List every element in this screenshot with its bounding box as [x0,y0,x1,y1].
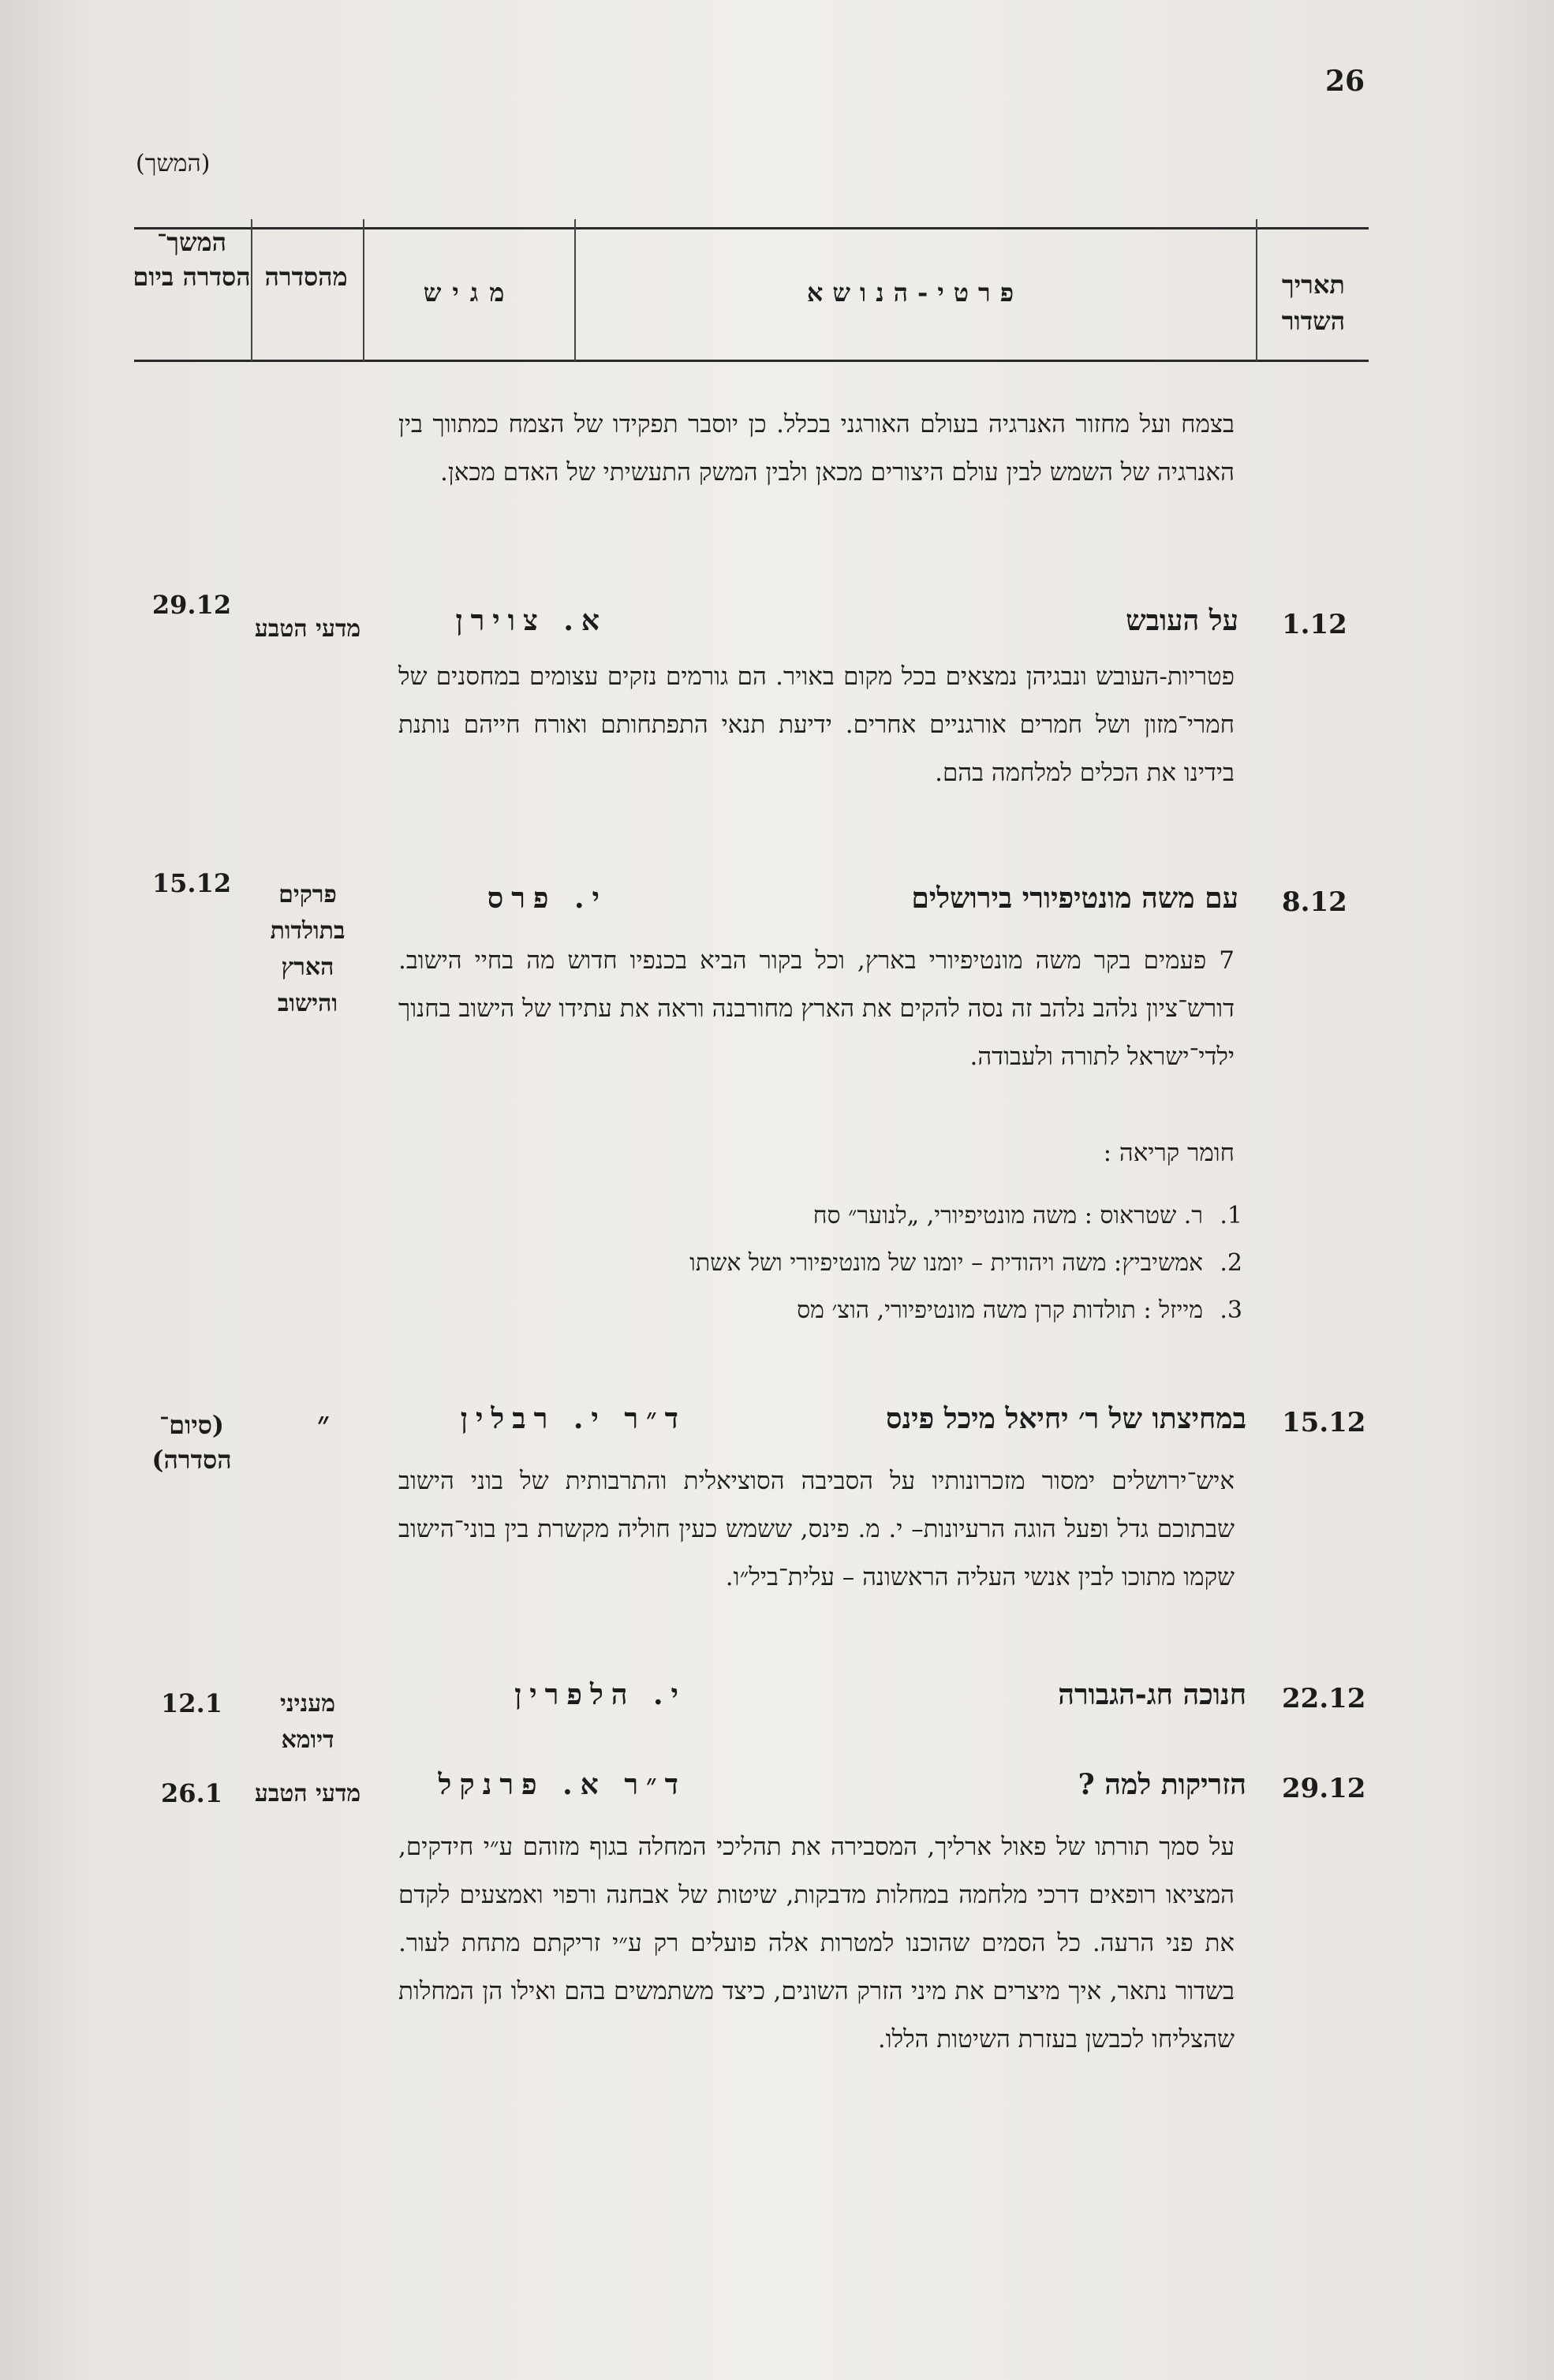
header-top-rule [134,227,1369,229]
entry-description: 7 פעמים בקר משה מונטיפיורי בארץ, וכל בקור הביא בכנפיו חדוש מה בחיי הישוב. דורש־ציון נלהב נלהב זה נסה להקים את הארץ מחורבנה וראה את עתידו של הישוב בחנוך ילדי־ישראל לתורה ולעבודה. [398,946,1235,1071]
continued-label: (המשך) [136,150,211,177]
entry-presenter: ד״ר י. רבלין [460,1402,686,1435]
entry-date: 22.12 [1282,1683,1366,1714]
entry-series: מדעי הטבע [254,1780,361,1807]
entry-series: מדעי הטבע [254,615,361,643]
header-date: תאריך השדור [1281,270,1346,336]
entry-presenter: י. פרס [487,882,607,915]
column-divider [574,219,576,361]
entry-series: ״ [317,1404,330,1442]
entry-continuation: (סיום־ הסדרה) [151,1410,232,1475]
reading-list [398,1192,1242,1334]
column-divider [1256,219,1257,361]
entry-description: על סמך תורתו של פאול ארליך, המסבירה את תהליכי המחלה בגוף מזוהם ע״י חידקים, המציאו רופאים דרכי מלחמה במחלות מדבקות, שיטות של אבחנה ורפוי ואמצעים לקדם את פני הרעה. כל הסמים שהוכנו למטרות אלה פועלים רק ע״י זריקתם מתחת לעור. בשדור נתאר, איך מיצרים את מיני הזרק השונים, כיצד משתמשים בהם ואילו הן המחלות שהצליחו לכבשן בעזרת השיטות הללו. [398,1833,1235,2054]
reading-label: חומר קריאה : [1103,1139,1235,1167]
entry-date: 8.12 [1282,886,1347,918]
header-presenter: מגיש [423,278,516,308]
entry-continuation: 15.12 [151,868,232,898]
header-continuation: המשך־ הסדרה ביום [133,227,251,292]
header-series: מהסדרה [264,262,348,292]
entry-description: איש־ירושלים ימסור מזכרונותיו על הסביבה הסוציאלית והתרבותית של בוני הישוב שבתוכם גדל ופעל הוגה הרעיונות– י. מ. פינס, ששמש כעין חוליה מקשרת בין בוני־הישוב שקמו מתוכו לבין אנשי העליה הראשונה – עלית־ביל״ו. [398,1467,1235,1591]
list-number: 3. [1220,1296,1242,1324]
page-number: 26 [1325,65,1365,98]
entry-presenter: א. צוירן [455,604,607,637]
entry-date: 1.12 [1282,609,1347,640]
entry-title: במחיצתו של ר׳ יחיאל מיכל פינס [885,1402,1246,1435]
entry-presenter: י. הלפרין [514,1678,686,1711]
entry-series: פרקים בתולדות הארץ והישוב [270,881,346,1017]
entry-continuation: 29.12 [151,590,232,620]
entry-title: חנוכה חג-הגבורה [1058,1678,1246,1711]
entry-continuation: 26.1 [161,1778,222,1808]
entry-date: 29.12 [1282,1773,1366,1804]
list-item [398,1192,1242,1240]
column-divider [363,219,364,361]
list-number: 2. [1220,1249,1242,1277]
list-item [398,1240,1242,1287]
list-text: אמשיביץ: משה ויהודית – יומנו של מונטיפיורי ושל אשתו [689,1249,1203,1277]
entry-series: מעניני דיומא [279,1690,335,1754]
list-item [398,1287,1242,1334]
entry-title: על העובש [1126,604,1238,637]
intro-paragraph: בצמח ועל מחזור האנרגיה בעולם האורגני בכלל. כן יוסבר תפקידו של הצמח כמתווך בין האנרגיה של השמש לבין עולם היצורים מכאן ולבין המשק התעשיתי של האדם מכאן. [398,410,1235,487]
entry-title: עם משה מונטיפיורי בירושלים [911,882,1238,915]
header-topic: פרטי-הנושא [806,278,1024,308]
entry-continuation: 12.1 [161,1688,222,1718]
list-text: מייזל : תולדות קרן משה מונטיפיורי, הוצ׳ מס [797,1296,1203,1324]
list-number: 1. [1220,1202,1242,1229]
list-text: ר. שטראוס : משה מונטיפיורי, „לנוער״ סח [812,1202,1203,1229]
entry-date: 15.12 [1282,1407,1366,1438]
header-bottom-rule [134,360,1369,362]
entry-title: הזריקות למה ? [1078,1768,1246,1801]
entry-presenter: ד״ר א. פרנקל [438,1768,686,1801]
entry-description: פטריות-העובש ונבגיהן נמצאים בכל מקום באויר. הם גורמים נזקים עצומים במחסנים של חמרי־מזון ושל חמרים אורגניים אחרים. ידיעת תנאי התפתחותם ואורח חייהם נותנת בידינו את הכלים למלחמה בהם. [398,662,1235,787]
